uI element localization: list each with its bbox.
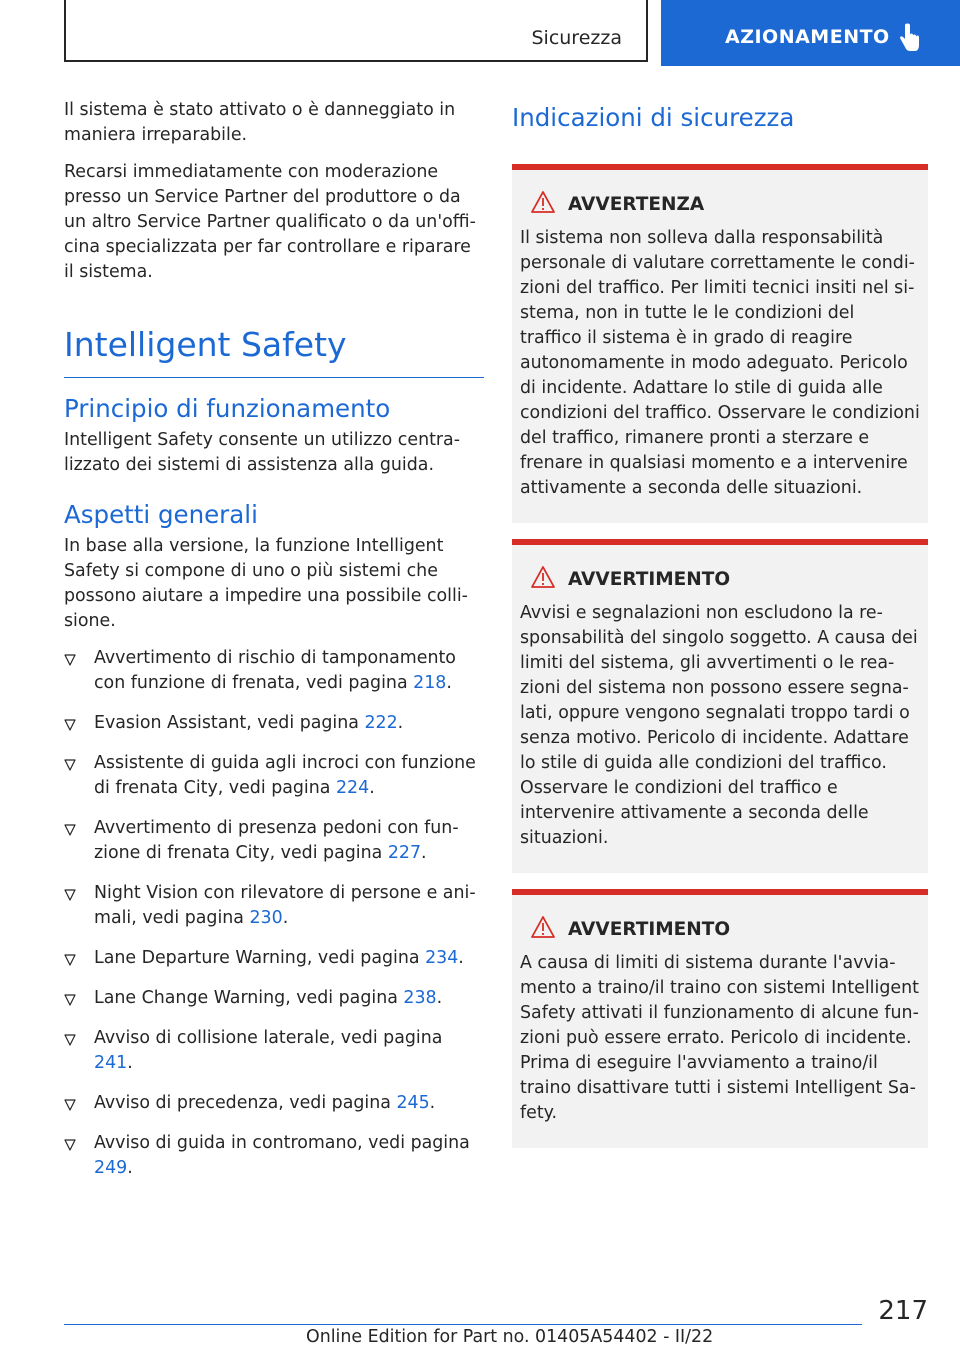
header-section-box [64,0,648,62]
bullet-triangle-icon [64,759,76,771]
header-section-title: Sicurezza [531,27,622,49]
list-item-end: . [397,713,404,733]
list-item [64,711,484,736]
warning-triangle-icon [530,190,556,214]
page-reference-link[interactable]: 238 [403,988,437,1008]
subsection-title-general: Aspetti generali [64,500,258,529]
bullet-triangle-icon [64,954,76,966]
list-item-end: . [127,1053,133,1073]
list-item-text: Avviso di precedenza, vedi pagina [94,1093,397,1113]
bullet-triangle-icon [64,994,76,1006]
list-item-text: Avvertimento di presenza pedoni con funzione di frenata City, vedi pagina [94,818,459,863]
intro-paragraph-2: Recarsi immediatamente con moderazione presso un Service Partner del produttore o da un altro Service Partner qualificato o da un'officina specializzata per far controllare e riparare il sistema. [64,162,476,282]
list-item-text: Assistente di guida agli incroci con funzione di frenata City, vedi pagina [94,753,476,798]
header-chapter-label: AZIONAMENTO [725,26,890,48]
bullet-triangle-icon [64,654,76,666]
list-item [64,946,484,971]
list-item-end: . [429,1093,436,1113]
list-item-end: . [369,778,375,798]
list-item-text: Evasion Assistant, vedi pagina [94,713,365,733]
list-item [64,646,484,696]
left-column [64,98,484,1196]
page-reference-link[interactable]: 241 [94,1053,128,1073]
list-item-text: Lane Departure Warning, vedi pagina [94,948,426,968]
page-reference-link[interactable]: 227 [387,843,422,863]
bullet-triangle-icon [64,824,76,836]
list-item-end: . [458,948,464,968]
bullet-triangle-icon [64,1099,76,1111]
page-reference-link[interactable]: 218 [413,673,447,693]
warning-text: Il sistema non solleva dalla responsabilità personale di valutare correttamente le condizioni del traffico. Per limiti tecnici insiti nel sistema, non in tutte le le condizioni del traffico il sistema è in grado di reagire autonomamente in modo adeguato. Pericolo di incidente. Adattare lo stile di guida alle condizioni del traffico. Osservare le condizioni del traffico, rimanere pronti a sterzare e frenare in qualsiasi momento e a intervenire attivamente a seconda delle situazioni. [520,228,920,498]
system-list [64,646,484,1181]
page-reference-link[interactable]: 230 [249,908,283,928]
list-item-end: . [127,1158,133,1178]
page-reference-link[interactable]: 249 [94,1158,128,1178]
warning-box [512,539,928,873]
principle-paragraph: Intelligent Safety consente un utilizzo centralizzato dei sistemi di assistenza alla guida. [64,430,460,475]
list-item-text: Avvertimento di rischio di tamponamento con funzione di frenata, vedi pagina [94,648,456,693]
header-chapter-tab[interactable] [661,0,960,66]
footer-edition: Online Edition for Part no. 01405A54402 - II/22 [306,1327,714,1347]
bullet-triangle-icon [64,719,76,731]
safety-notes-title: Indicazioni di sicurezza [512,103,795,132]
page-reference-link[interactable]: 224 [335,778,370,798]
warning-triangle-icon [530,915,556,939]
footer-divider [64,1324,862,1325]
page-reference-link[interactable]: 234 [425,948,459,968]
list-item [64,1131,484,1181]
hand-pointer-icon [897,23,921,53]
list-item [64,751,484,801]
bullet-triangle-icon [64,1139,76,1151]
list-item-end: . [446,673,452,693]
warning-text: A causa di limiti di sistema durante l'avviamento a traino/il traino con sistemi Intelligent Safety attivati il funzionamento di alcune funzioni può essere errato. Pericolo di incidente. Prima di eseguire l'avviamento a traino/il traino disattivare tutti i sistemi Intelligent Safety. [520,953,919,1123]
intro-paragraph-1: Il sistema è stato attivato o è danneggiato in maniera irreparabile. [64,100,456,145]
warning-label: AVVERTIMENTO [568,919,731,940]
list-item [64,816,484,866]
section-title: Intelligent Safety [64,323,484,378]
list-item-end: . [282,908,289,928]
list-item [64,1026,484,1076]
bullet-triangle-icon [64,889,76,901]
right-column [512,96,928,1148]
subsection-title-principle: Principio di funzionamento [64,394,391,423]
general-paragraph: In base alla versione, la funzione Intelligent Safety si compone di uno o più sistemi che possono aiutare a impedire una possibile collisione. [64,536,468,631]
warning-label: AVVERTIMENTO [568,569,731,590]
list-item-text: Avviso di guida in contromano, vedi pagina [94,1133,470,1153]
page-reference-link[interactable]: 222 [364,713,398,733]
warning-box [512,889,928,1148]
list-item-end: . [436,988,443,1008]
list-item [64,881,484,931]
list-item-text: Night Vision con rilevatore di persone e animali, vedi pagina [94,883,476,928]
warning-triangle-icon [530,565,556,589]
list-item-text: Lane Change Warning, vedi pagina [94,988,404,1008]
page-reference-link[interactable]: 245 [396,1093,430,1113]
warning-box [512,164,928,523]
list-item [64,1091,484,1116]
warning-label: AVVERTENZA [568,194,705,215]
warning-text: Avvisi e segnalazioni non escludono la responsabilità del singolo soggetto. A causa dei limiti del sistema, gli avvertimenti o le reazioni del sistema non possono essere segnalati, oppure vengono segnalati troppo tardi o senza motivo. Pericolo di incidente. Adattare lo stile di guida alle condizioni del traffico. Osservare le condizioni del traffico e intervenire attivamente a seconda delle situazioni. [520,603,918,848]
page-number: 217 [878,1296,928,1326]
list-item-text: Avviso di collisione laterale, vedi pagina [94,1028,443,1048]
bullet-triangle-icon [64,1034,76,1046]
list-item [64,986,484,1011]
list-item-end: . [421,843,427,863]
